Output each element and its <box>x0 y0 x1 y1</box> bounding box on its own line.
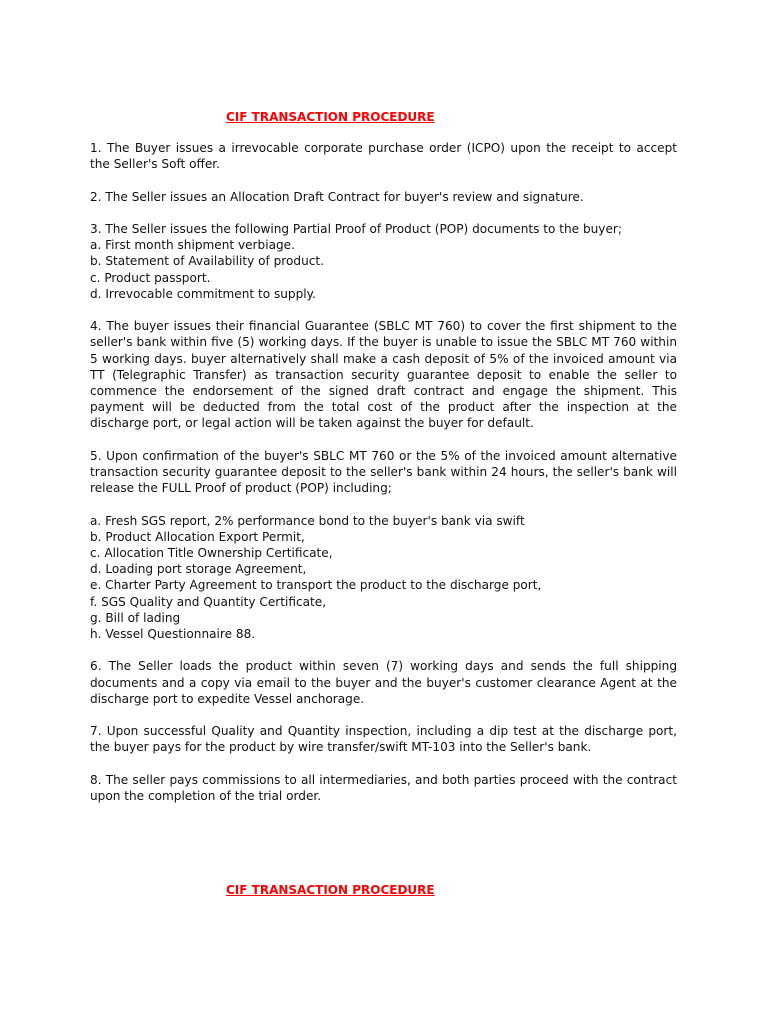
list-item: g. Bill of lading <box>90 610 181 625</box>
document-title-repeat: CIF TRANSACTION PROCEDURE <box>226 883 435 897</box>
document-title: CIF TRANSACTION PROCEDURE <box>226 110 435 124</box>
step-6: 6. The Seller loads the product within seven (7) working days and sends the full shipping documents and a copy via email to the buyer and the buyer's customer clearance Agent at the discharge port to expedite Vessel anchorage. <box>90 659 677 706</box>
list-item: e. Charter Party Agreement to transport the product to the discharge port, <box>90 578 542 593</box>
list-item: d. Loading port storage Agreement, <box>90 562 307 577</box>
step-7: 7. Upon successful Quality and Quantity inspection, including a dip test at the discharge port, the buyer pays for the product by wire transfer/swift MT-103 into the Seller's bank. <box>90 724 677 755</box>
list-item: d. Irrevocable commitment to supply. <box>90 286 316 301</box>
step-3-list <box>90 237 677 302</box>
step-1: 1. The Buyer issues a irrevocable corporate purchase order (ICPO) upon the receipt to accept the Seller's Soft offer. <box>90 141 677 172</box>
step-5: 5. Upon confirmation of the buyer's SBLC MT 760 or the 5% of the invoiced amount alternative transaction security guarantee deposit to the seller's bank within 24 hours, the seller's bank will release the FULL Proof of product (POP) including; <box>90 448 677 496</box>
step-8: 8. The seller pays commissions to all intermediaries, and both parties proceed with the contract upon the completion of the trial order. <box>90 772 677 803</box>
step-5-list <box>90 513 677 643</box>
list-item: b. Product Allocation Export Permit, <box>90 529 305 544</box>
step-3: 3. The Seller issues the following Partial Proof of Product (POP) documents to the buyer; <box>90 221 622 236</box>
step-2: 2. The Seller issues an Allocation Draft Contract for buyer's review and signature. <box>90 189 584 204</box>
procedure-body <box>90 140 677 820</box>
list-item: c. Product passport. <box>90 270 211 285</box>
list-item: c. Allocation Title Ownership Certificate, <box>90 546 333 560</box>
list-item: b. Statement of Availability of product. <box>90 254 324 269</box>
list-item: a. Fresh SGS report, 2% performance bond to the buyer's bank via swift <box>90 513 525 528</box>
list-item: h. Vessel Questionnaire 88. <box>90 627 256 642</box>
step-4: 4. The buyer issues their financial Guarantee (SBLC MT 760) to cover the first shipment to the seller's bank within five (5) working days. If the buyer is unable to issue the SBLC MT 760 within 5 working days. buyer alternatively shall make a cash deposit of 5% of the invoiced amount via TT (Telegraphic Transfer) as transaction security guarantee deposit to enable the seller to commence the endorsement of the signed draft contract and engage the shipment. This payment will be deducted from the total cost of the product after the inspection at the discharge port, or legal action will be taken against the buyer for default. <box>90 319 677 431</box>
list-item: f. SGS Quality and Quantity Certificate, <box>90 594 327 609</box>
list-item: a. First month shipment verbiage. <box>90 238 295 253</box>
